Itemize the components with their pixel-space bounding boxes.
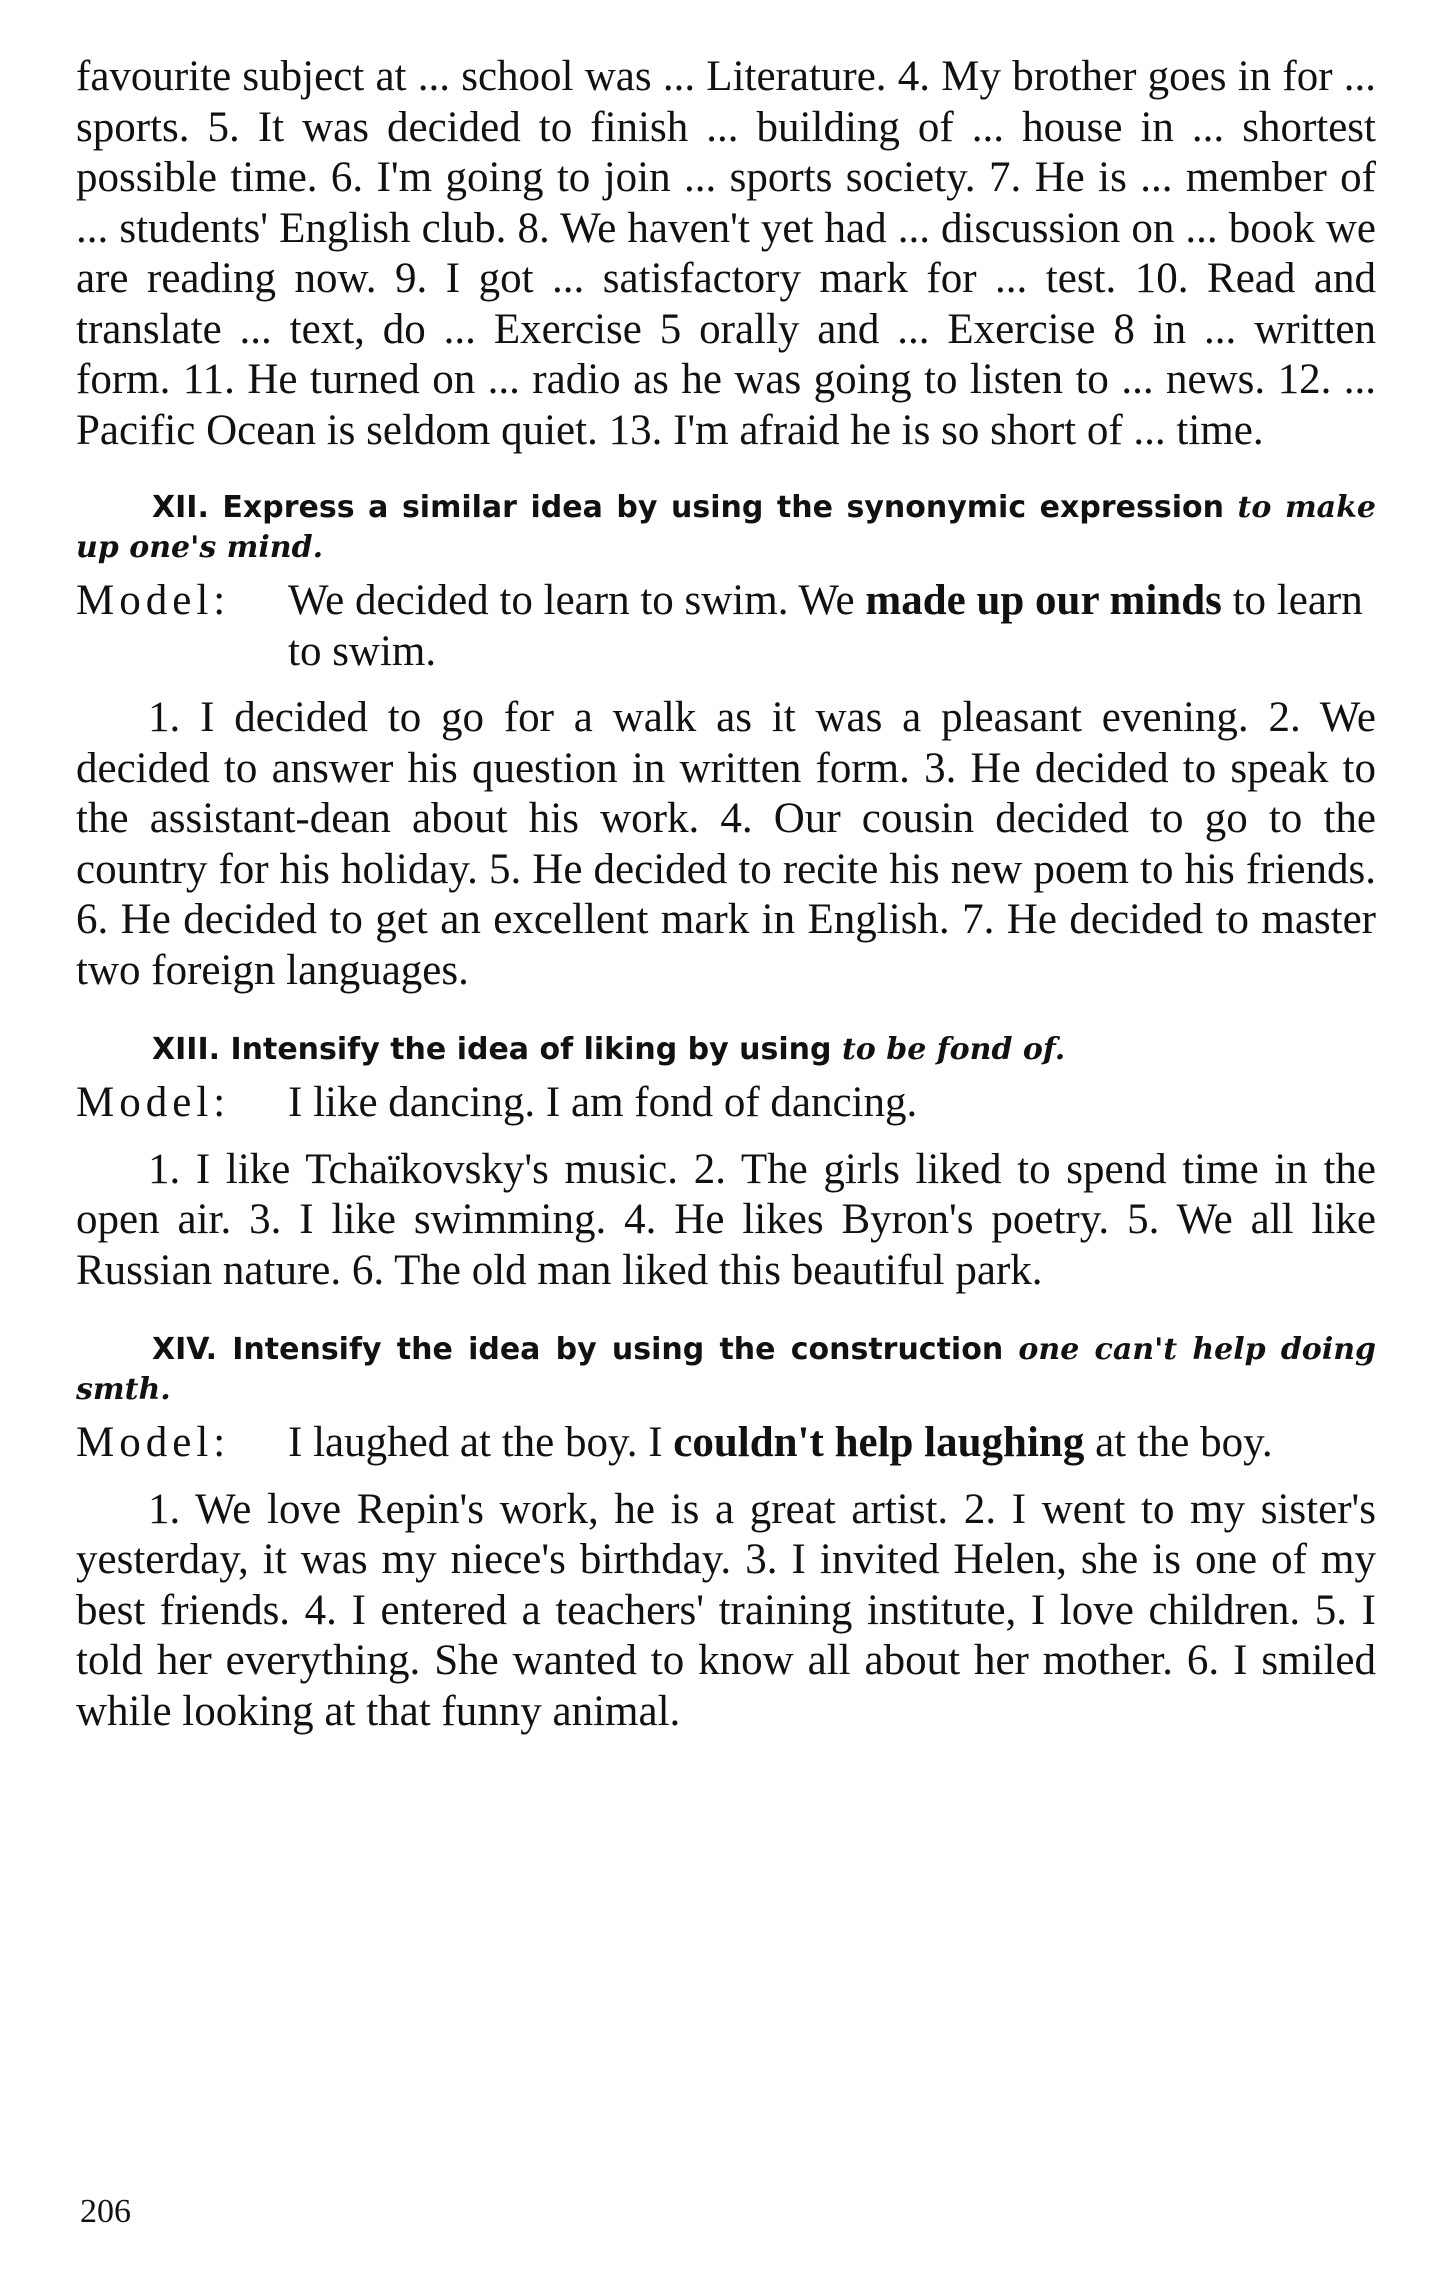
exercise-body: 1. I decided to go for a walk as it was a pleasant evening. 2. We decided to answer his question in written form. 3. He decided to speak to the assistant-dean about his work. 4. Our cousin decided to go to the country for his holiday. 5. He decided to recite his new poem to his friends. 6. He decided to get an excellent mark in English. 7. He decided to master two foreign languages. (76, 694, 1376, 994)
exercise-xiv (76, 1330, 1376, 1737)
model-label: Model: (76, 1419, 231, 1466)
heading-italic: to make up one's mind. (76, 490, 1376, 565)
model-label: Model: (76, 577, 231, 624)
page-number: 206 (80, 2193, 131, 2230)
exercise-body: 1. We love Repin's work, he is a great artist. 2. I went to my sister's yesterday, it was my niece's birthday. 3. I invited Helen, she is one of my best friends. 4. I entered a teachers' training institute, I love children. 5. I told her everything. She wanted to know all about her mother. 6. I smiled while looking at that funny animal. (76, 1485, 1376, 1735)
heading-text: XII. Express a similar idea by using the synonymic expression (152, 490, 1224, 525)
model-bold: made up our minds (865, 577, 1222, 624)
heading-text: XIII. Intensify the idea of liking by using (152, 1032, 832, 1067)
model-line (76, 1418, 1376, 1469)
exercise-xiii (76, 1030, 1376, 1296)
heading-text: XIV. Intensify the idea by using the construction (152, 1332, 1004, 1367)
intro-paragraph: favourite subject at ... school was ... Literature. 4. My brother goes in for ... sports. 5. It was decided to finish ... building of ... house in ... shortest possible time. 6. I'm going to join ... sports society. 7. He is ... member of ... students' English club. 8. We haven't yet had ... discussion on ... book we are reading now. 9. I got ... satisfactory mark for ... test. 10. Read and translate ... text, do ... Exercise 5 orally and ... Exercise 8 in ... written form. 11. He turned on ... radio as he was going to listen to ... news. 12. ... Pacific Ocean is seldom quiet. 13. I'm afraid he is so short of ... time. (76, 53, 1376, 454)
model-plain: I like dancing. I am fond of dancing. (288, 1079, 918, 1126)
model-text (288, 576, 1376, 677)
model-bold: couldn't help laughing (673, 1419, 1085, 1466)
model-text (288, 1078, 1376, 1129)
model-plain: We decided to learn to swim. We (288, 577, 855, 624)
heading-italic: one can't help doing smth. (76, 1332, 1376, 1407)
page-content (76, 52, 1376, 1737)
model-text (288, 1418, 1376, 1469)
model-label: Model: (76, 1079, 231, 1126)
exercise-xii (76, 488, 1376, 996)
exercise-heading (76, 488, 1376, 568)
exercise-heading (76, 1330, 1376, 1410)
heading-italic: to be fond of. (841, 1032, 1066, 1067)
model-plain: I laughed at the boy. I (288, 1419, 663, 1466)
exercise-body: 1. I like Tchaïkovsky's music. 2. The girls liked to spend time in the open air. 3. I like swimming. 4. He likes Byron's poetry. 5. We all like Russian nature. 6. The old man liked this beautiful park. (76, 1145, 1376, 1294)
model-plain-end: at the boy. (1095, 1419, 1273, 1466)
model-line (76, 1078, 1376, 1129)
model-plain-end: to learn to swim. (288, 577, 1363, 675)
exercise-heading (76, 1030, 1376, 1070)
model-line (76, 576, 1376, 677)
